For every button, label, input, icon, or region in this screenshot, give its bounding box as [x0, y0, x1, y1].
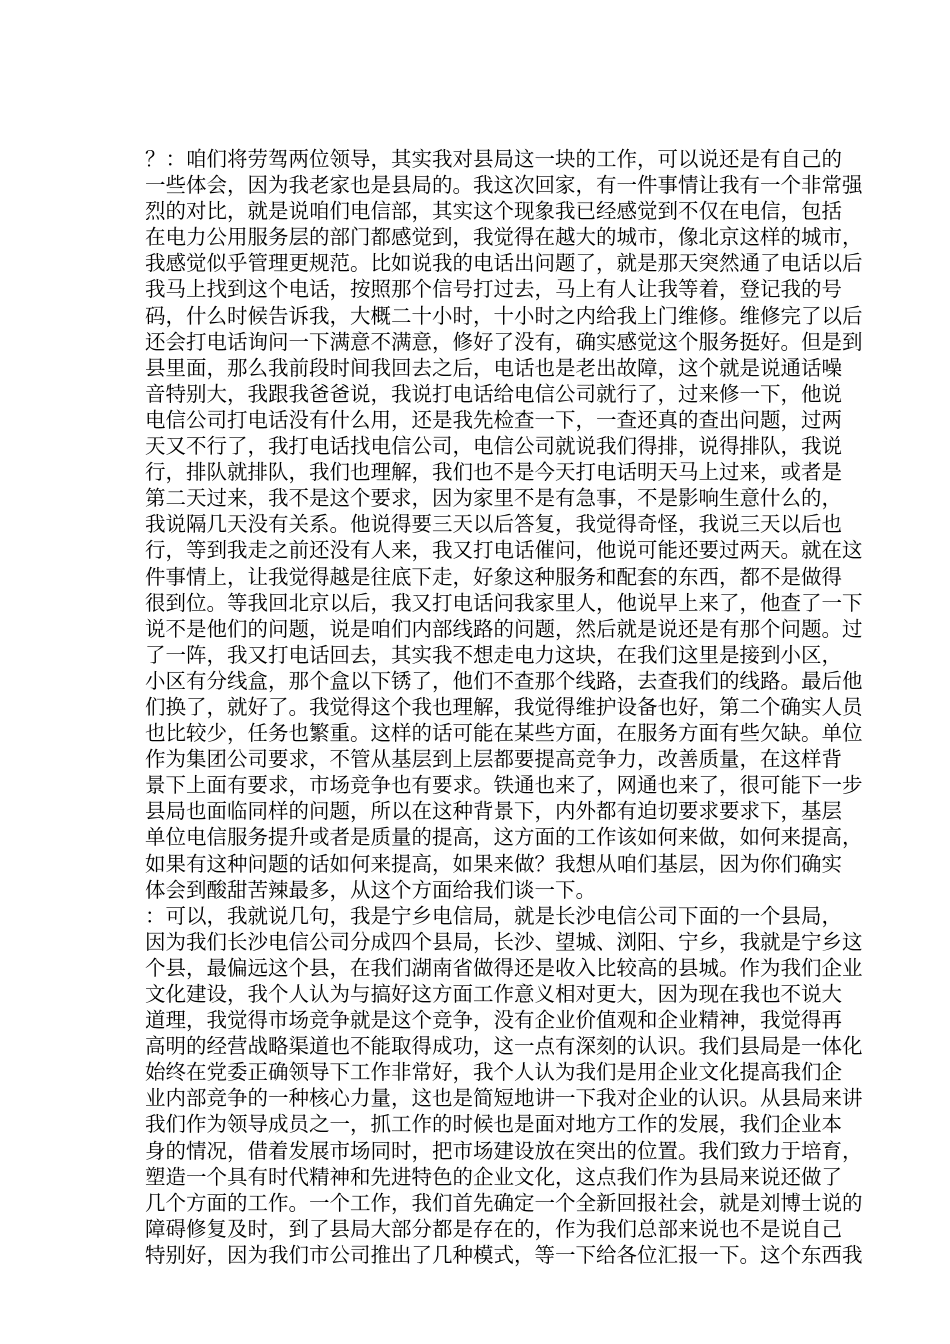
text-line: 也比较少，任务也繁重。这样的话可能在某些方面，在服务方面有些欠缺。单位 [145, 721, 863, 746]
body-text [145, 146, 863, 1268]
text-line: 我马上找到这个电话，按照那个信号打过去，马上有人让我等着，登记我的号 [145, 277, 842, 302]
text-line: 一些体会，因为我老家也是县局的。我这次回家，有一件事情让我有一个非常强 [145, 173, 863, 198]
text-line: ：可以，我就说几句，我是宁乡电信局，就是长沙电信公司下面的一个县局， [145, 903, 842, 928]
text-line: 障碍修复及时，到了县局大部分都是存在的，作为我们总部来说也不是说自己 [145, 1216, 842, 1241]
text-line: 码，什么时候告诉我，大概二十小时，十小时之内给我上门维修。维修完了以后 [145, 303, 863, 328]
text-line: 县里面，那么我前段时间我回去之后，电话也是老出故障，这个就是说通话噪 [145, 355, 842, 380]
text-line: 始终在党委正确领导下工作非常好，我个人认为我们是用企业文化提高我们企 [145, 1060, 842, 1085]
text-line: 小区有分线盒，那个盒以下锈了，他们不查那个线路，去查我们的线路。最后他 [145, 668, 863, 693]
text-line: 我们作为领导成员之一，抓工作的时候也是面对地方工作的发展，我们企业本 [145, 1112, 842, 1137]
text-line: 身的情况，借着发展市场同时，把市场建设放在突出的位置。我们致力于培育， [145, 1138, 863, 1163]
text-line: 业内部竞争的一种核心力量，这也是简短地讲一下我对企业的认识。从县局来讲 [145, 1086, 863, 1111]
text-line: 几个方面的工作。一个工作，我们首先确定一个全新回报社会，就是刘博士说的 [145, 1190, 863, 1215]
text-line: 单位电信服务提升或者是质量的提高，这方面的工作该如何来做，如何来提高， [145, 825, 863, 850]
text-line: 我说隔几天没有关系。他说得要三天以后答复，我觉得奇怪，我说三天以后也 [145, 512, 842, 537]
text-line: 电信公司打电话没有什么用，还是我先检查一下，一查还真的查出问题，过两 [145, 407, 842, 432]
text-line: 音特别大，我跟我爸爸说，我说打电话给电信公司就行了，过来修一下，他说 [145, 381, 842, 406]
text-line: 我感觉似乎管理更规范。比如说我的电话出问题了，就是那天突然通了电话以后 [145, 251, 863, 276]
text-line: 行，等到我走之前还没有人来，我又打电话催问，他说可能还要过两天。就在这 [145, 538, 863, 563]
text-line: 县局也面临同样的问题，所以在这种背景下，内外都有迫切要求要求下，基层 [145, 799, 842, 824]
text-line: 特别好，因为我们市公司推出了几种模式，等一下给各位汇报一下。这个东西我 [145, 1242, 863, 1267]
text-line: 景下上面有要求，市场竞争也有要求。铁通也来了，网通也来了，很可能下一步 [145, 773, 863, 798]
text-line: 件事情上，让我觉得越是往底下走，好象这种服务和配套的东西，都不是做得 [145, 564, 842, 589]
text-line: 们换了，就好了。我觉得这个我也理解，我觉得维护设备也好，第二个确实人员 [145, 694, 863, 719]
text-line: 高明的经营战略渠道也不能取得成功，这一点有深刻的认识。我们县局是一体化 [145, 1034, 863, 1059]
text-line: 因为我们长沙电信公司分成四个县局，长沙、望城、浏阳、宁乡，我就是宁乡这 [145, 929, 863, 954]
text-line: 道理，我觉得市场竞争就是这个竞争，没有企业价值观和企业精神，我觉得再 [145, 1008, 842, 1033]
text-line: 很到位。等我回北京以后，我又打电话问我家里人，他说早上来了，他查了一下 [145, 590, 863, 615]
text-line: ？：咱们将劳驾两位领导，其实我对县局这一块的工作，可以说还是有自己的 [145, 147, 842, 171]
text-line: 说不是他们的问题，说是咱们内部线路的问题，然后就是说还是有那个问题。过 [145, 616, 863, 641]
text-line: 在电力公用服务层的部门都感觉到，我觉得在越大的城市，像北京这样的城市， [145, 225, 863, 250]
text-line: 第二天过来，我不是这个要求，因为家里不是有急事，不是影响生意什么的， [145, 486, 842, 511]
text-line: 了一阵，我又打电话回去，其实我不想走电力这块，在我们这里是接到小区， [145, 642, 842, 667]
text-line: 天又不行了，我打电话找电信公司，电信公司就说我们得排，说得排队，我说 [145, 434, 842, 459]
text-line: 如果有这种问题的话如何来提高，如果来做？我想从咱们基层，因为你们确实 [145, 851, 842, 876]
text-line: 烈的对比，就是说咱们电信部，其实这个现象我已经感觉到不仅在电信，包括 [145, 199, 842, 224]
text-line: 个县，最偏远这个县，在我们湖南省做得还是收入比较高的县城。作为我们企业 [145, 955, 863, 980]
text-line: 体会到酸甜苦辣最多，从这个方面给我们谈一下。 [145, 877, 596, 902]
text-line: 作为集团公司要求，不管从基层到上层都要提高竞争力，改善质量，在这样背 [145, 747, 842, 772]
text-line: 行，排队就排队，我们也理解，我们也不是今天打电话明天马上过来，或者是 [145, 460, 842, 485]
text-line: 塑造一个具有时代精神和先进特色的企业文化，这点我们作为县局来说还做了 [145, 1164, 842, 1189]
text-line: 文化建设，我个人认为与搞好这方面工作意义相对更大，因为现在我也不说大 [145, 982, 842, 1006]
text-line: 还会打电话询问一下满意不满意，修好了没有，确实感觉这个服务挺好。但是到 [145, 329, 863, 354]
